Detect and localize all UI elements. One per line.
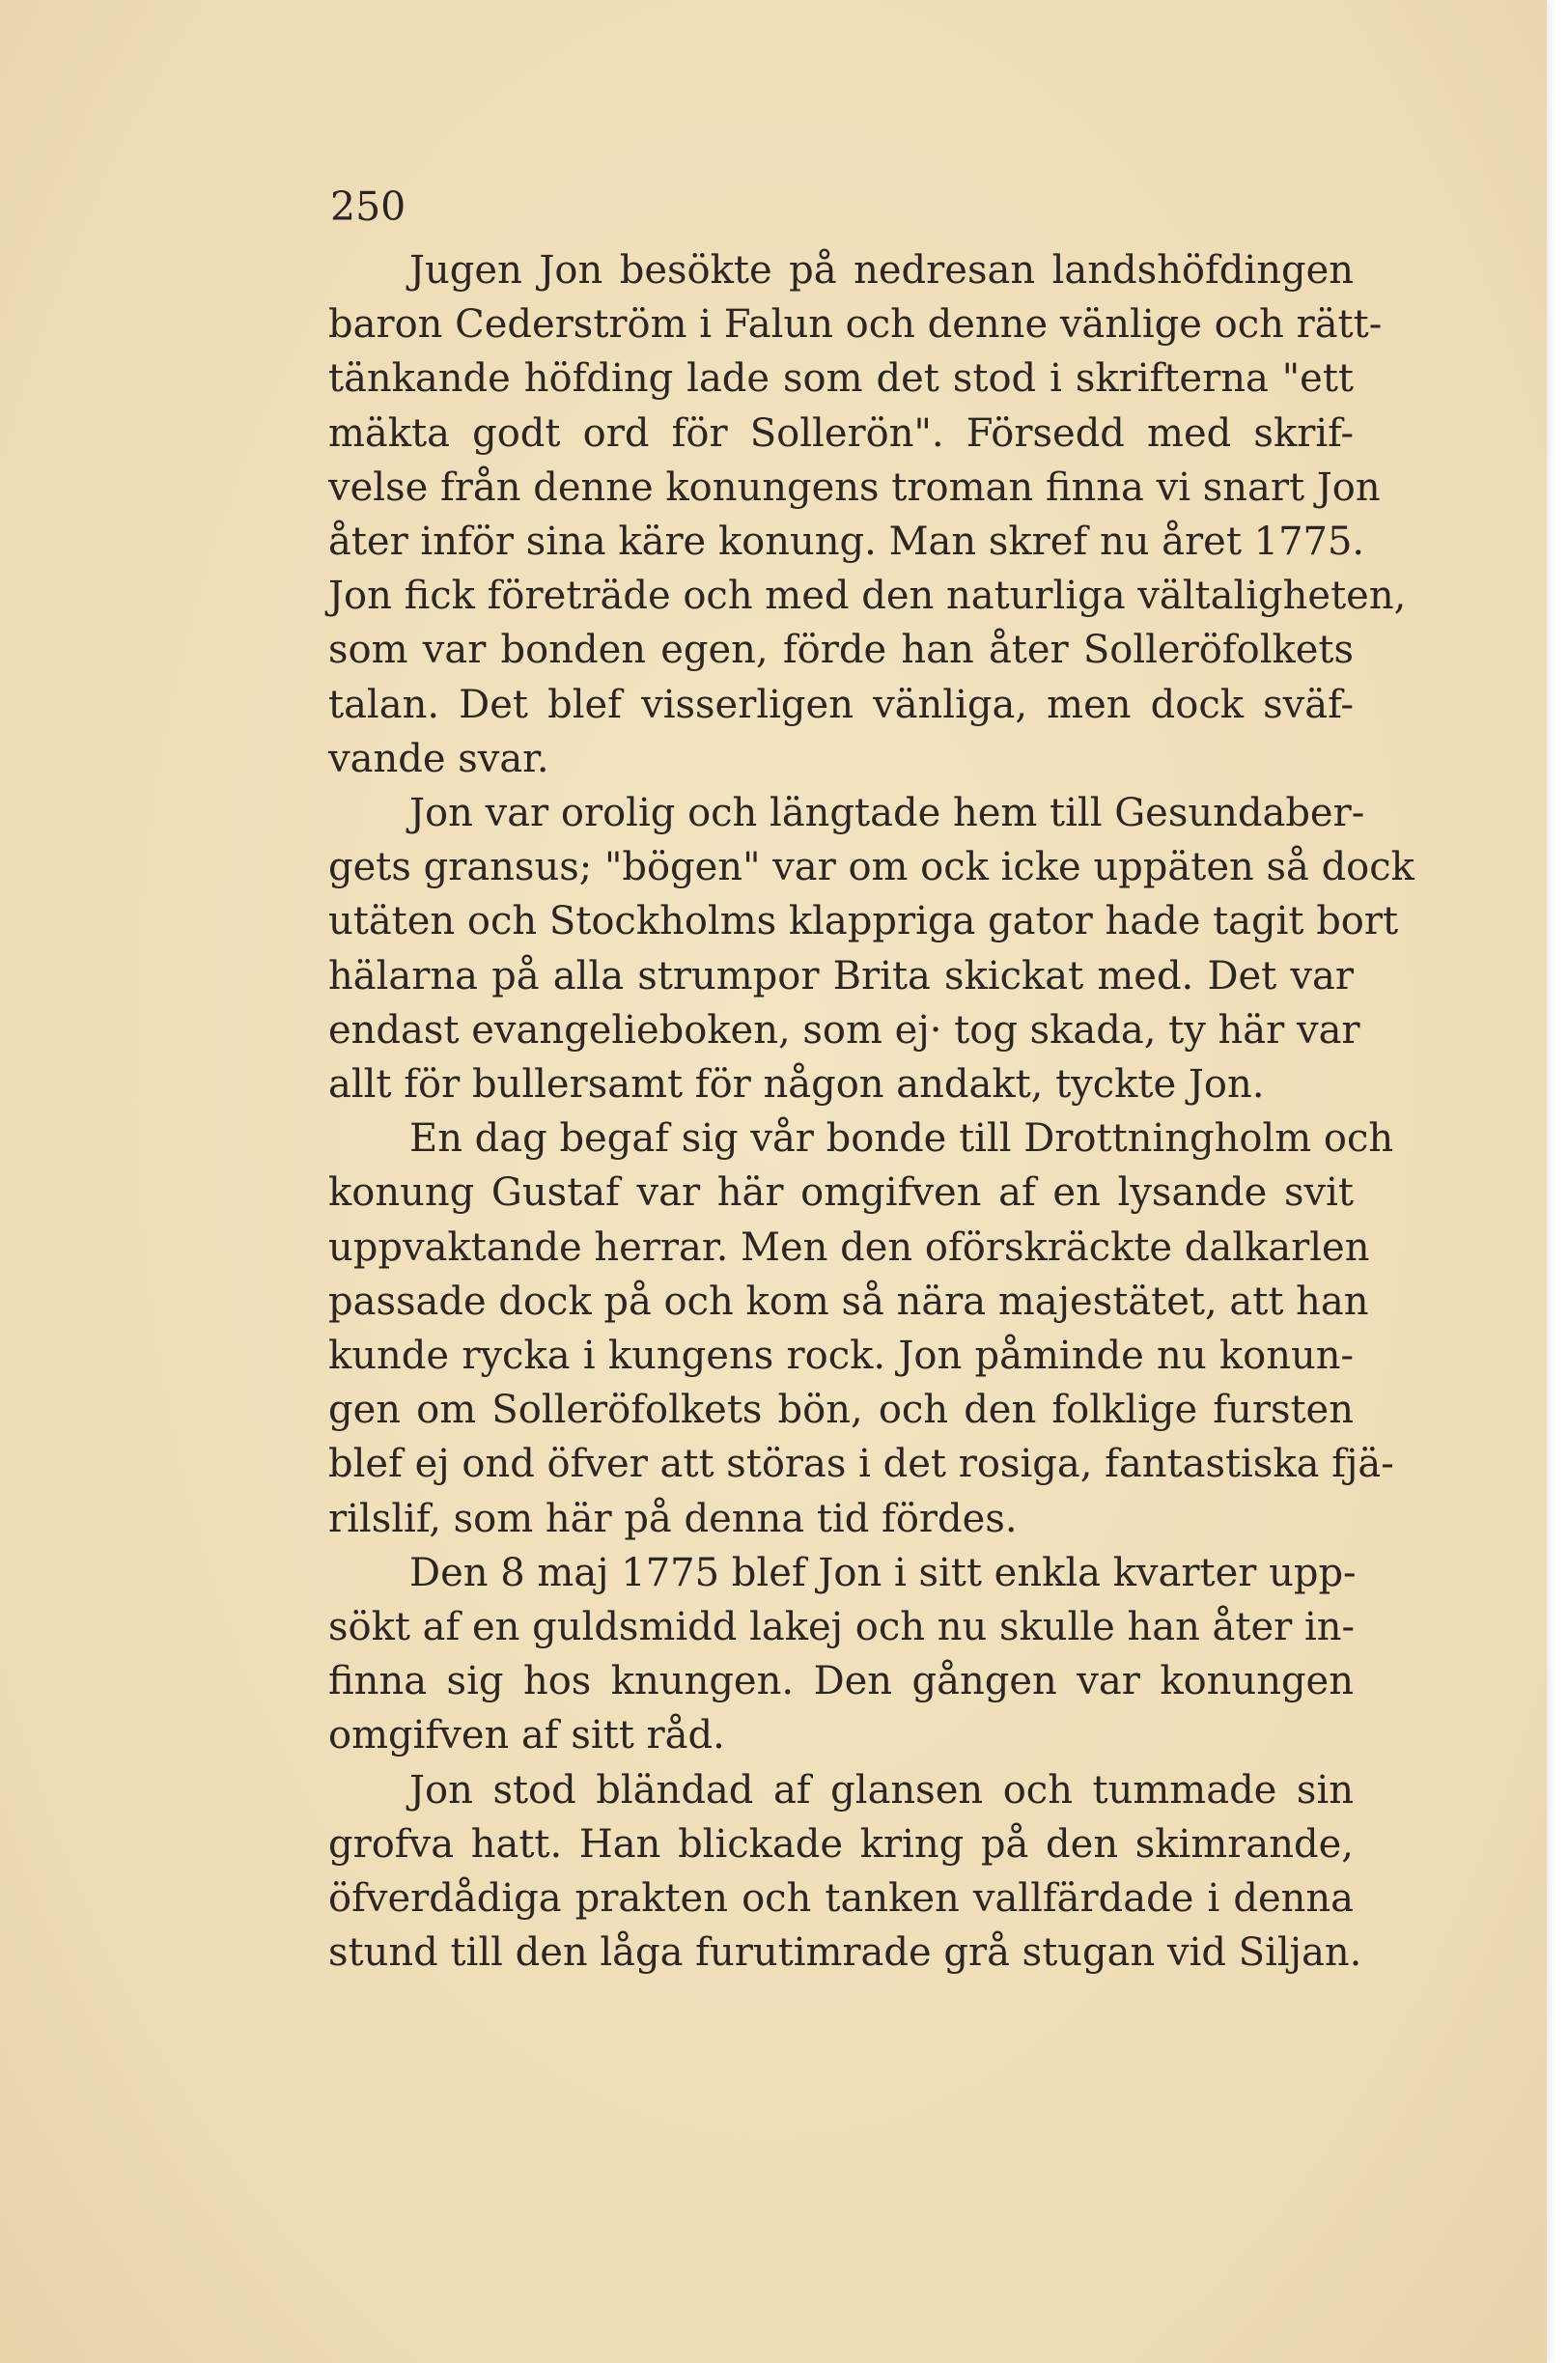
text-line: uppvaktande herrar. Men den oförskräckte dalkarlen [328, 1224, 1370, 1270]
text-line: gen om Solleröfolkets bön, och den folklige fursten [328, 1388, 1354, 1433]
text-line: Jugen Jon besökte på nedresan landshöfdingen [409, 248, 1354, 293]
page-number: 250 [330, 183, 406, 230]
text-line: Jon var orolig och längtade hem till Gesundaber- [409, 791, 1365, 836]
text-line: finna sig hos knungen. Den gången var konungen [328, 1659, 1354, 1704]
text-line: hälarna på alla strumpor Brita skickat med. Det var [328, 953, 1354, 999]
text-line: åter inför sina käre konung. Man skref nu året 1775. [328, 520, 1365, 565]
text-line: tänkande höfding lade som det stod i skrifterna "ett [328, 356, 1354, 402]
text-line: passade dock på och kom så nära majestätet, att han [328, 1279, 1369, 1324]
text-line: rilslif, som här på denna tid fördes. [328, 1496, 1018, 1541]
text-line: talan. Det blef visserligen vänliga, men dock sväf- [328, 682, 1354, 727]
text-line: kunde rycka i kungens rock. Jon påminde nu konun- [328, 1334, 1354, 1379]
text-line: utäten och Stockholms klappriga gator hade tagit bort [328, 899, 1399, 944]
text-line: allt för bullersamt för någon andakt, tyckte Jon. [328, 1062, 1265, 1108]
text-line: omgifven af sitt råd. [328, 1713, 725, 1758]
text-line: baron Cederström i Falun och denne vänlige och rätt- [328, 302, 1383, 348]
paragraph [328, 1763, 1362, 1981]
text-line: mäkta godt ord för Sollerön". Försedd med skrif- [328, 410, 1354, 456]
text-line: Jon stod bländad af glansen och tummade sin [409, 1767, 1354, 1813]
text-line: En dag begaf sig vår bonde till Drottningholm och [409, 1116, 1394, 1162]
text-line: sökt af en guldsmidd lakej och nu skulle han åter in- [328, 1605, 1356, 1650]
text-line: endast evangelieboken, som ej· tog skada, ty här var [328, 1007, 1360, 1053]
paragraph [328, 1546, 1357, 1763]
text-line: Jon fick företräde och med den naturliga vältaligheten, [328, 574, 1407, 619]
paragraph [328, 1111, 1394, 1546]
text-line: gets gransus; "bögen" var om ock icke uppäten så dock [328, 845, 1414, 890]
text-line: öfverdådiga prakten och tanken vallfärdade i denna [328, 1876, 1354, 1922]
text-line: konung Gustaf var här omgifven af en lysande svit [328, 1170, 1354, 1216]
paragraph [328, 243, 1407, 786]
body-text [328, 243, 1414, 1981]
text-line: velse från denne konungens troman finna vi snart Jon [328, 464, 1381, 510]
text-line: vande svar. [328, 736, 549, 781]
paragraph [328, 786, 1414, 1111]
text-line: grofva hatt. Han blickade kring på den skimrande, [328, 1821, 1354, 1867]
text-line: Den 8 maj 1775 blef Jon i sitt enkla kvarter upp- [409, 1550, 1357, 1595]
text-line: stund till den låga furutimrade grå stugan vid Siljan. [328, 1930, 1362, 1976]
text-line: som var bonden egen, förde han åter Solleröfolkets [328, 628, 1354, 673]
text-line: blef ej ond öfver att störas i det rosiga, fantastiska fjä- [328, 1442, 1394, 1487]
